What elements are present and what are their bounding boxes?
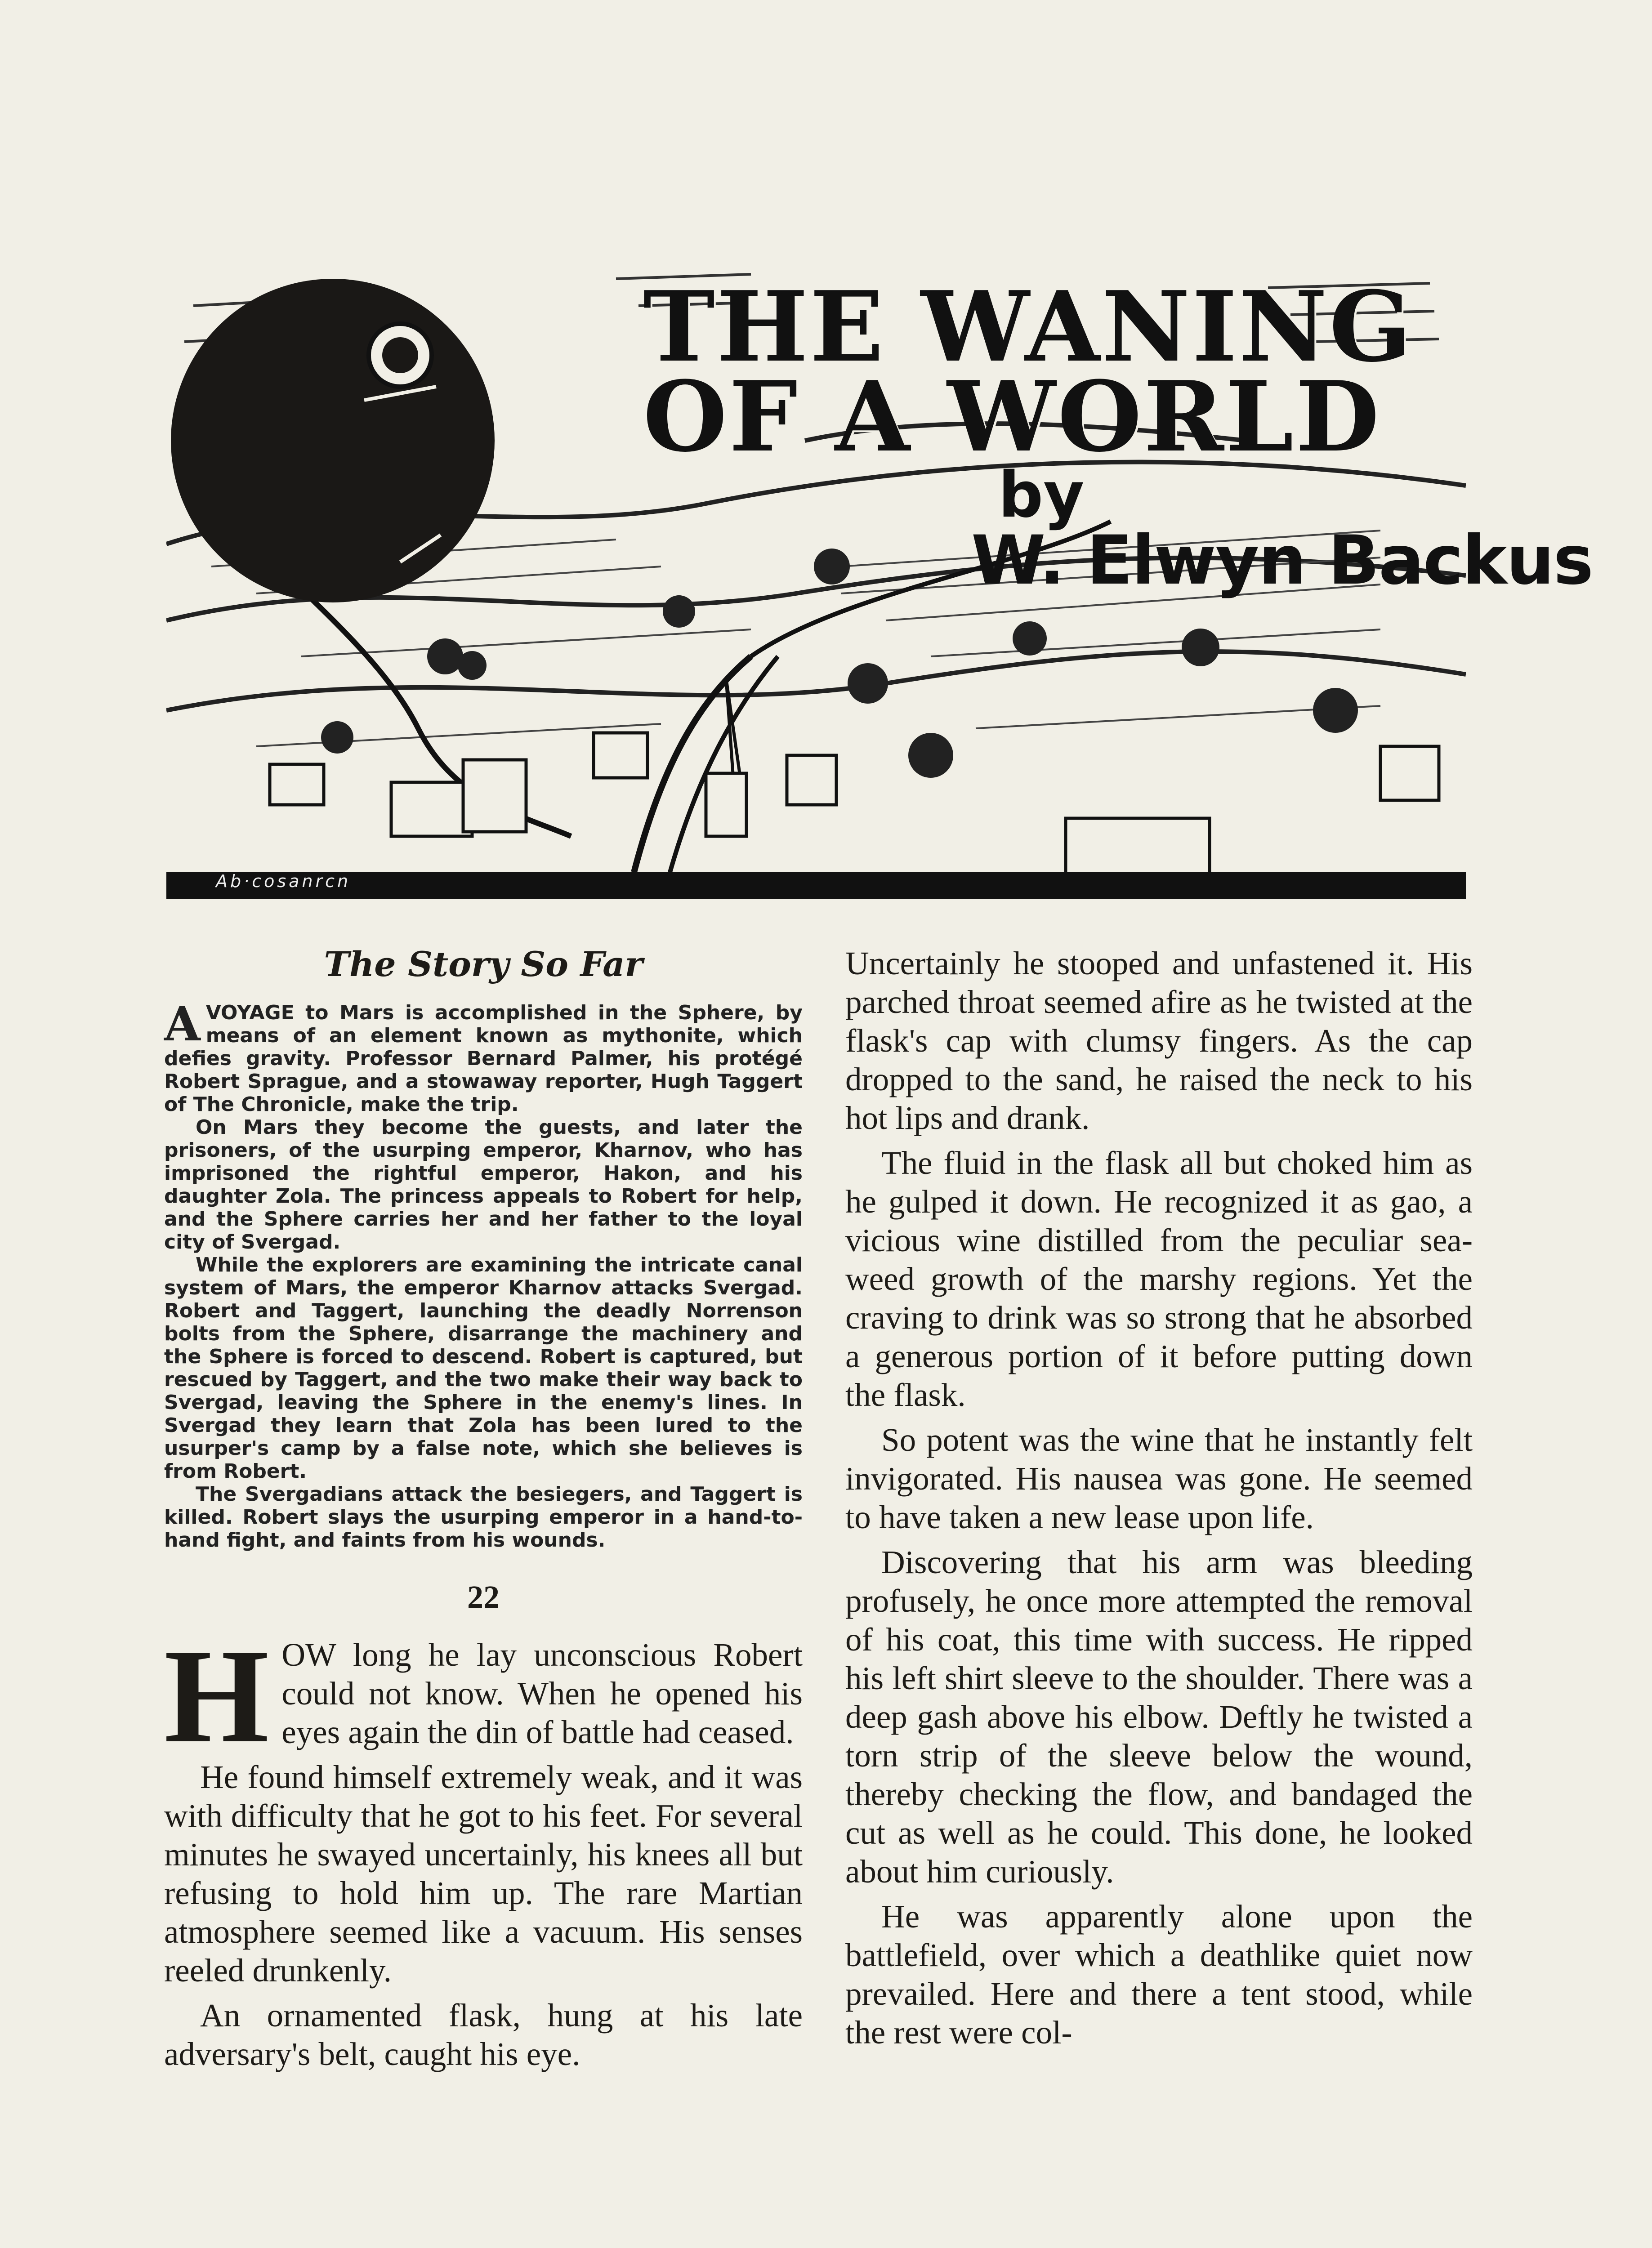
body-paragraph: He was apparently alone upon the battlefield, over which a deathlike quiet now prevailed. Here and there a tent stood, while the rest were col- (845, 1898, 1473, 2051)
drop-cap: H (164, 1621, 269, 1771)
body-text-left (164, 1621, 803, 2074)
body-paragraph: Discovering that his arm was bleeding profusely, he once more attempted the removal of his coat, this time with success. He ripped his left shirt sleeve to the shoulder. There was a deep gash above his elbow. Deftly he twisted a torn strip of the sleeve below the wound, thereby checking the flow, and bandaged the cut as well as he could. This done, he looked about him curiously. (845, 1544, 1473, 1890)
body-paragraph: The fluid in the flask all but choked him as he gulped it down. He recognized it as gao, a vicious wine distilled from the peculiar sea-weed growth of the marshy regions. Yet the craving to drink was so strong that he absorbed a generous portion of it before putting down the flask. (845, 1145, 1473, 1413)
right-column (845, 944, 1473, 2058)
artist-signature: Ab·cosanrcn (216, 871, 351, 891)
body-paragraph: HOW long he lay unconscious Robert could not know. When he opened his eyes again the din of battle had ceased. (164, 1621, 803, 1771)
story-title-line-1: THE WANING (643, 270, 1414, 384)
body-paragraph: Uncertainly he stooped and unfastened it. His parched throat seemed afire as he twisted at the flask's cap with clumsy fingers. As the cap dropped to the sand, he raised the neck to his hot lips and drank. (845, 945, 1473, 1136)
synopsis-drop-letter: A (164, 996, 201, 1052)
synopsis-paragraph: The Svergadians attack the besiegers, and Taggert is killed. Robert slays the usurping emperor in a hand-to-hand fight, and faints from his wounds. (164, 1483, 803, 1552)
synopsis-paragraph: On Mars they become the guests, and later the prisoners, of the usurping emperor, Kharnov, who has imprisoned the rightful emperor, Hakon, and his daughter Zola. The princess appeals to Robert for help, and the Sphere carries her and her father to the loyal city of Svergad. (164, 1116, 803, 1253)
synopsis-paragraph: While the explorers are examining the intricate canal system of Mars, the emperor Kharnov attacks Svergad. Robert and Taggert, launching the deadly Norrenson bolts from the Sphere, disarrange the machinery and the Sphere is forced to descend. Robert is captured, but rescued by Taggert, and the two make their way back to Svergad, leaving the Sphere in the enemy's lines. In Svergad they learn that Zola has been lured to the usurper's camp by a false note, which she believes is from Robert. (164, 1253, 803, 1483)
chapter-number: 22 (467, 1579, 500, 1615)
story-title-line-2: OF A WORLD (643, 360, 1381, 473)
byline-by: by (998, 459, 1085, 532)
body-paragraph: He found himself extremely weak, and it was with difficulty that he got to his feet. For several minutes he swayed uncertainly, his knees all but refusing to hold him up. The rare Martian atmosphere seemed like a vacuum. His senses reeled drunkenly. (164, 1759, 803, 1989)
synopsis (164, 996, 803, 1552)
body-paragraph: An ornamented flask, hung at his late adversary's belt, caught his eye. (164, 1997, 803, 2072)
synopsis-paragraph: AVOYAGE to Mars is accomplished in the Sphere, by means of an element known as mythonite, which defies gravity. Professor Bernard Palmer, his protégé Robert Sprague, and a stowaway reporter, Hugh Taggert of The Chronicle, make the trip. (164, 996, 803, 1116)
body-paragraph: So potent was the wine that he instantly felt invigorated. His nausea was gone. He seemed to have taken a new lease upon life. (845, 1422, 1473, 1535)
left-column (164, 944, 803, 2080)
body-text-right (845, 944, 1473, 2052)
author-name: W. Elwyn Backus (971, 522, 1593, 600)
summary-heading: The Story So Far (324, 944, 643, 984)
